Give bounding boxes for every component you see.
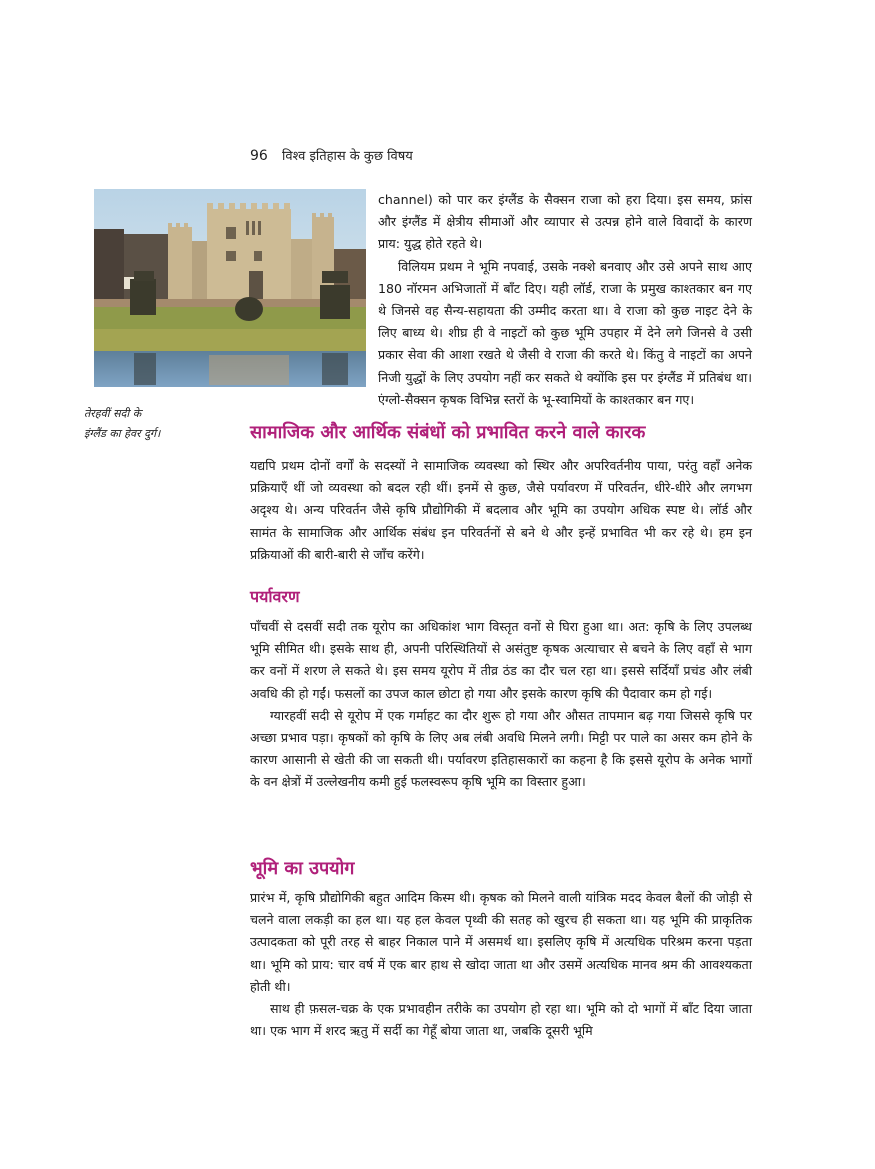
paragraph: यद्यपि प्रथम दोनों वर्गों के सदस्यों ने सामाजिक व्यवस्था को स्थिर और अपरिवर्तनीय पाया, परंतु वहाँ अनेक प्रक्रियाएँ थीं जो व्यवस्था को बदल रही थीं। इनमें से कुछ, जैसे पर्यावरण में परिवर्तन, धीरे-धीरे और लगभग अदृश्य थे। अन्य परिवर्तन जैसे कृषि प्रौद्योगिकी में बदलाव और भूमि का उपयोग अधिक स्पष्ट थे। लॉर्ड और सामंत के सामाजिक और आर्थिक संबंध इन परिवर्तनों से बने थे और इन्हें प्रभावित भी कर रहे थे। हम इन प्रक्रियाओं की बारी-बारी से जाँच करेंगे। [250, 458, 752, 562]
section-heading-land-use: भूमि का उपयोग [250, 858, 355, 879]
intro-paragraph-1: channel) को पार कर इंग्लैंड के सैक्सन राजा को हरा दिया। इस समय, फ्रांस और इंग्लैंड में क्षेत्रीय सीमाओं और व्यापार से उत्पन्न होने वाले विवादों के कारण प्राय: युद्ध होते रहते थे। [378, 192, 752, 252]
book-title: विश्व इतिहास के कुछ विषय [281, 149, 413, 164]
running-header [250, 146, 413, 164]
paragraph: ग्यारहवीं सदी से यूरोप में एक गर्माहट का दौर शुरू हो गया और औसत तापमान बढ़ गया जिससे कृषि पर अच्छा प्रभाव पड़ा। कृषकों को कृषि के लिए अब लंबी अवधि मिलने लगी। मिट्टी पर पाले का असर कम होने के कारण आसानी से खेती की जा सकती थी। पर्यावरण इतिहासकारों का कहना है कि इससे यूरोप के अनेक भागों के वन क्षेत्रों में उल्लेखनीय कमी हुई फलस्वरूप कृषि भूमि का विस्तार हुआ। [250, 707, 752, 790]
section-heading-environment: पर्यावरण [250, 587, 300, 606]
section-body-social-economic-factors [250, 455, 752, 566]
caption-line-2: इंग्लैंड का हेवर दुर्ग। [84, 427, 161, 440]
paragraph: पाँचवीं से दसवीं सदी तक यूरोप का अधिकांश भाग विस्तृत वनों से घिरा हुआ था। अत: कृषि के लिए उपलब्ध भूमि सीमित थी। इसके साथ ही, अपनी परिस्थितियों से असंतुष्ट कृषक अत्याचार से बचने के लिए वहाँ से भाग कर वनों में शरण ले सकते थे। इस समय यूरोप में तीव्र ठंड का दौर चल रहा था। इससे सर्दियाँ प्रचंड और लंबी अवधि की हो गईं। फसलों का उपज काल छोटा हो गया और इसके कारण कृषि की पैदावार कम हो गई। [250, 619, 752, 701]
figure-caption [84, 404, 234, 444]
section-body-environment [250, 616, 752, 794]
page-number: 96 [250, 148, 268, 164]
caption-line-1: तेरहवीं सदी के [84, 407, 142, 420]
castle-photo-icon [94, 189, 366, 387]
intro-paragraph-2: विलियम प्रथम ने भूमि नपवाई, उसके नक्शे बनवाए और उसे अपने साथ आए 180 नॉरमन अभिजातों में बाँट दिए। यही लॉर्ड, राजा के प्रमुख काश्तकार बन गए थे जिनसे वह सैन्य-सहायता की उम्मीद करता था। वे राजा को कुछ नाइट देने के लिए बाध्य थे। शीघ्र ही वे नाइटों को कुछ भूमि उपहार में देने लगे जिनसे वे उसी प्रकार सेवा की आशा रखते थे जैसी वे राजा की करते थे। किंतु वे नाइटों का अपने निजी युद्धों के लिए उपयोग नहीं कर सकते थे क्योंकि इस पर इंग्लैंड में प्रतिबंध था। एंग्लो-सैक्सन कृषक विभिन्न स्तरों के भू-स्वामियों के काश्तकार बन गए। [378, 258, 752, 407]
paragraph: साथ ही फ़सल-चक्र के एक प्रभावहीन तरीके का उपयोग हो रहा था। भूमि को दो भागों में बाँट दिया जाता था। एक भाग में शरद ऋतु में सर्दी का गेहूँ बोया जाता था, जबकि दूसरी भूमि [250, 1001, 753, 1039]
paragraph: प्रारंभ में, कृषि प्रौद्योगिकी बहुत आदिम किस्म थी। कृषक को मिलने वाली यांत्रिक मदद केवल बैलों की जोड़ी से चलने वाला लकड़ी का हल था। यह हल केवल पृथ्वी की सतह को खुरच ही सकता था। यह भूमि की प्राकृतिक उत्पादकता को पूरी तरह से बाहर निकाल पाने में असमर्थ था। इसलिए कृषि में अत्यधिक परिश्रम करना पड़ता था। भूमि को प्राय: चार वर्ष में एक बार हाथ से खोदा जाता था और उसमें अत्यधिक मानव श्रम की आवश्यकता होती थी। [250, 890, 752, 994]
section-heading-social-economic-factors: सामाजिक और आर्थिक संबंधों को प्रभावित करने वाले कारक [250, 422, 646, 443]
section-body-land-use [250, 887, 752, 1042]
intro-text [378, 189, 752, 411]
